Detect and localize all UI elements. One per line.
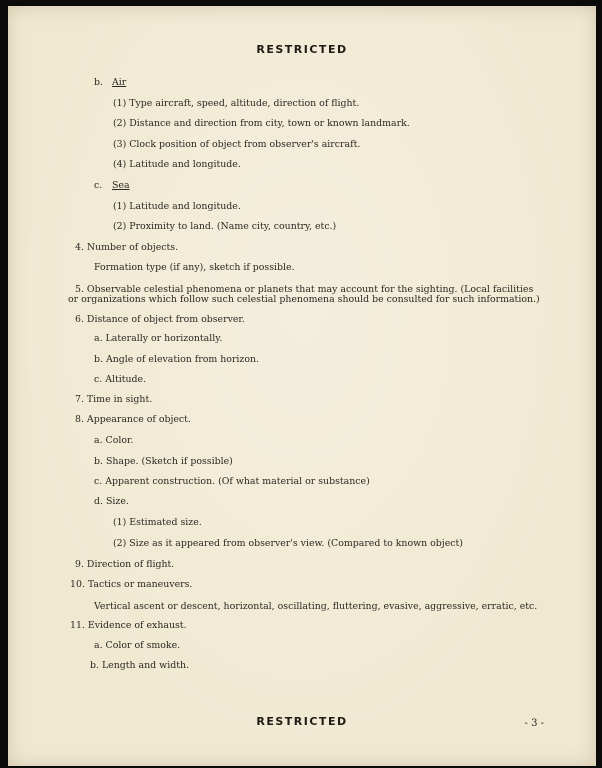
document-line: (4) Latitude and longitude. (113, 159, 241, 170)
document-line: (1) Type aircraft, speed, altitude, direction of flight. (113, 98, 360, 109)
document-page (8, 6, 596, 766)
document-line: c. Apparent construction. (Of what material or substance) (94, 476, 370, 487)
document-line: or organizations which follow such celestial phenomena should be consulted for such information.) (68, 294, 540, 305)
restricted-footer: RESTRICTED (256, 715, 348, 728)
document-line: 5. Observable celestial phenomena or planets that may account for the sighting. (Local facilities (75, 284, 534, 295)
document-line: (2) Distance and direction from city, town or known landmark. (113, 118, 410, 129)
restricted-header: RESTRICTED (256, 43, 348, 56)
document-line: d. Size. (94, 496, 129, 507)
document-line: Formation type (if any), sketch if possible. (94, 262, 295, 273)
document-line: (2) Size as it appeared from observer's view. (Compared to known object) (113, 538, 463, 549)
document-line: c. Altitude. (94, 374, 147, 385)
document-line: 4. Number of objects. (75, 242, 179, 253)
document-line: Vertical ascent or descent, horizontal, oscillating, fluttering, evasive, aggressive, erratic, etc. (94, 601, 538, 612)
document-line: (1) Estimated size. (113, 517, 202, 528)
document-line: b. (94, 77, 103, 88)
document-line: Air (112, 77, 127, 88)
document-line: 7. Time in sight. (75, 394, 153, 405)
document-line: b. Shape. (Sketch if possible) (94, 456, 233, 467)
document-line: 9. Direction of flight. (75, 559, 175, 570)
document-line: b. Angle of elevation from horizon. (94, 354, 260, 365)
document-line: 8. Appearance of object. (75, 414, 191, 425)
document-line: a. Color. (94, 435, 134, 446)
document-line: a. Laterally or horizontally. (94, 333, 223, 344)
document-line: Sea (112, 180, 130, 191)
document-line: (1) Latitude and longitude. (113, 201, 241, 212)
document-line: (3) Clock position of object from observer's aircraft. (113, 139, 361, 150)
document-line: c. (94, 180, 103, 191)
document-line: 11. Evidence of exhaust. (70, 620, 187, 631)
document-line: (2) Proximity to land. (Name city, country, etc.) (113, 221, 337, 232)
document-line: 10. Tactics or maneuvers. (70, 579, 193, 590)
page-number: - 3 - (524, 718, 544, 729)
document-line: 6. Distance of object from observer. (75, 314, 245, 325)
document-line: b. Length and width. (90, 660, 189, 671)
document-line: a. Color of smoke. (94, 640, 181, 651)
